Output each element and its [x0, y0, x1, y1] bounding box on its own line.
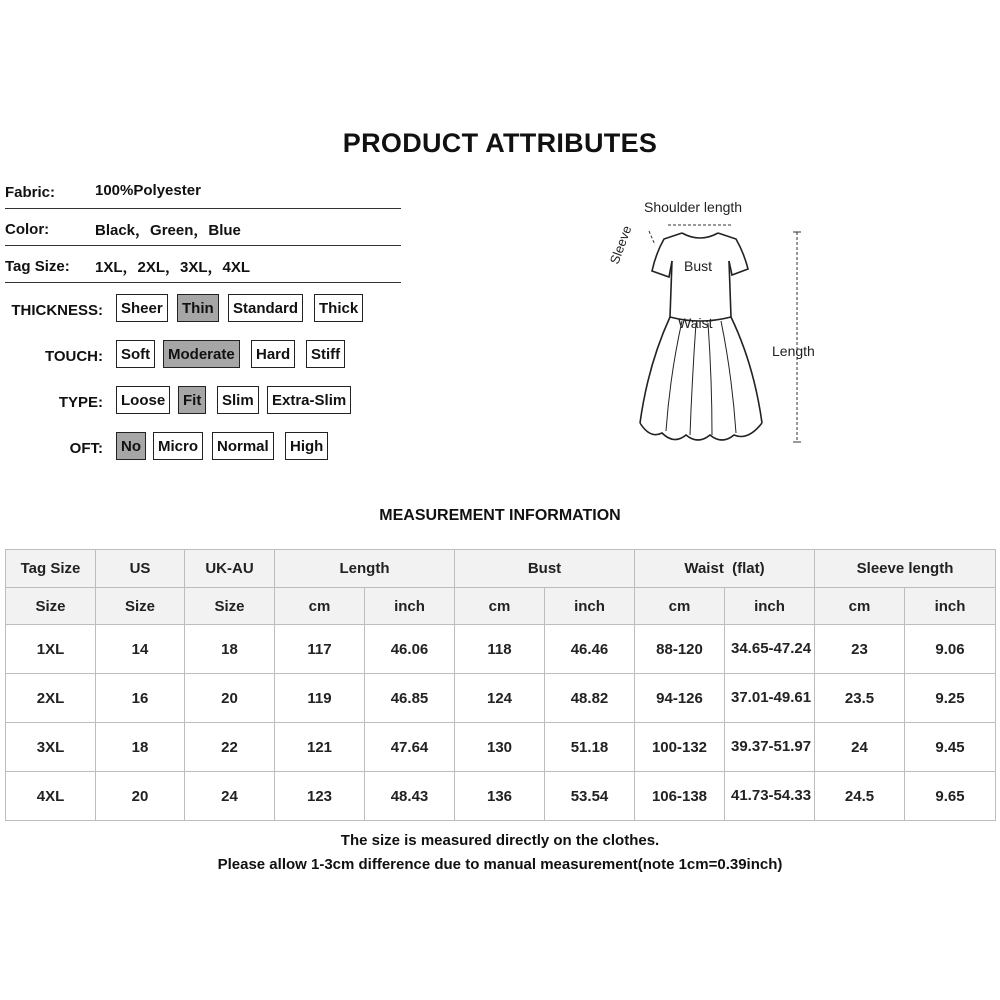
table-row — [6, 772, 996, 821]
table-cell: 34.65-47.24 — [725, 625, 815, 674]
table-cell: 24 — [815, 723, 905, 772]
table-row — [6, 625, 996, 674]
option-no[interactable]: No — [116, 432, 146, 460]
note-measured: The size is measured directly on the clothes. — [340, 832, 660, 849]
table-cell: 9.65 — [905, 772, 996, 821]
attr-value: 100%Polyester — [95, 182, 201, 199]
table-cell: 14 — [96, 625, 185, 674]
subheader-cell: cm — [815, 588, 905, 625]
dress-diagram — [600, 195, 840, 450]
attr-label: Tag Size: — [5, 258, 70, 275]
table-cell: 9.25 — [905, 674, 996, 723]
option-thick[interactable]: Thick — [314, 294, 363, 322]
option-sheer[interactable]: Sheer — [116, 294, 168, 322]
table-cell: 16 — [96, 674, 185, 723]
note-difference: Please allow 1-3cm difference due to manual measurement(note 1cm=0.39inch) — [217, 856, 783, 873]
table-cell: 23 — [815, 625, 905, 674]
table-cell: 3XL — [6, 723, 96, 772]
table-cell: 23.5 — [815, 674, 905, 723]
table-cell: 136 — [455, 772, 545, 821]
table-cell: 37.01-49.61 — [725, 674, 815, 723]
table-cell: 51.18 — [545, 723, 635, 772]
option-standard[interactable]: Standard — [228, 294, 303, 322]
table-cell: 119 — [275, 674, 365, 723]
table-cell: 22 — [185, 723, 275, 772]
page-title: PRODUCT ATTRIBUTES — [342, 128, 658, 158]
subheader-cell: Size — [185, 588, 275, 625]
thickness-label: THICKNESS: — [11, 302, 103, 319]
table-cell: 106-138 — [635, 772, 725, 821]
table-cell: 124 — [455, 674, 545, 723]
type-label: TYPE: — [58, 394, 103, 411]
table-cell: 46.85 — [365, 674, 455, 723]
table-cell: 48.43 — [365, 772, 455, 821]
header-cell: US — [96, 550, 185, 588]
subheader-cell: cm — [455, 588, 545, 625]
header-cell: Sleeve length — [815, 550, 996, 588]
subheader-cell: Size — [96, 588, 185, 625]
bust-label: Bust — [684, 258, 713, 274]
header-cell: Waist (flat) — [635, 550, 815, 588]
measurement-table — [5, 549, 996, 821]
table-cell: 118 — [455, 625, 545, 674]
header-cell: UK-AU — [185, 550, 275, 588]
table-cell: 88-120 — [635, 625, 725, 674]
header-cell: Bust — [455, 550, 635, 588]
option-thin[interactable]: Thin — [177, 294, 219, 322]
attr-label: Fabric: — [5, 184, 56, 201]
table-cell: 117 — [275, 625, 365, 674]
table-cell: 20 — [185, 674, 275, 723]
table-cell: 123 — [275, 772, 365, 821]
table-cell: 18 — [96, 723, 185, 772]
table-cell: 2XL — [6, 674, 96, 723]
table-cell: 9.06 — [905, 625, 996, 674]
table-cell: 39.37-51.97 — [725, 723, 815, 772]
attr-row-fabric — [5, 172, 401, 209]
header-cell: Length — [275, 550, 455, 588]
table-cell: 48.82 — [545, 674, 635, 723]
table-cell: 46.06 — [365, 625, 455, 674]
attr-value: 1XL，2XL，3XL，4XL — [95, 259, 251, 276]
option-stiff[interactable]: Stiff — [306, 340, 345, 368]
table-cell: 1XL — [6, 625, 96, 674]
table-cell: 46.46 — [545, 625, 635, 674]
sleeve-label: Sleeve — [606, 223, 635, 267]
table-row — [6, 723, 996, 772]
option-high[interactable]: High — [285, 432, 328, 460]
table-cell: 20 — [96, 772, 185, 821]
table-cell: 130 — [455, 723, 545, 772]
option-normal[interactable]: Normal — [212, 432, 274, 460]
table-cell: 94-126 — [635, 674, 725, 723]
table-cell: 24 — [185, 772, 275, 821]
option-loose[interactable]: Loose — [116, 386, 170, 414]
option-micro[interactable]: Micro — [153, 432, 203, 460]
table-row — [6, 674, 996, 723]
option-hard[interactable]: Hard — [251, 340, 295, 368]
attr-row-tag-size — [5, 246, 401, 283]
subheader-cell: inch — [545, 588, 635, 625]
waist-label: Waist — [678, 315, 713, 331]
subheader-cell: cm — [635, 588, 725, 625]
table-cell: 47.64 — [365, 723, 455, 772]
oft-label: OFT: — [69, 440, 103, 457]
table-cell: 100-132 — [635, 723, 725, 772]
touch-label: TOUCH: — [44, 348, 103, 365]
attr-row-color — [5, 209, 401, 246]
subheader-cell: Size — [6, 588, 96, 625]
table-subheader-row — [6, 588, 996, 625]
table-cell: 41.73-54.33 — [725, 772, 815, 821]
table-header-row — [6, 550, 996, 588]
length-label: Length — [772, 343, 815, 359]
table-cell: 4XL — [6, 772, 96, 821]
measurement-title: MEASUREMENT INFORMATION — [379, 507, 621, 524]
subheader-cell: inch — [365, 588, 455, 625]
table-cell: 18 — [185, 625, 275, 674]
option-moderate[interactable]: Moderate — [163, 340, 240, 368]
subheader-cell: inch — [905, 588, 996, 625]
option-extra-slim[interactable]: Extra-Slim — [267, 386, 351, 414]
option-fit[interactable]: Fit — [178, 386, 206, 414]
table-cell: 9.45 — [905, 723, 996, 772]
table-cell: 24.5 — [815, 772, 905, 821]
table-cell: 53.54 — [545, 772, 635, 821]
attr-label: Color: — [5, 221, 50, 238]
subheader-cell: cm — [275, 588, 365, 625]
table-cell: 121 — [275, 723, 365, 772]
option-slim[interactable]: Slim — [217, 386, 259, 414]
attr-value: Black，Green，Blue — [95, 222, 241, 239]
header-cell: Tag Size — [6, 550, 96, 588]
option-soft[interactable]: Soft — [116, 340, 155, 368]
shoulder-length-label: Shoulder length — [644, 199, 743, 215]
subheader-cell: inch — [725, 588, 815, 625]
